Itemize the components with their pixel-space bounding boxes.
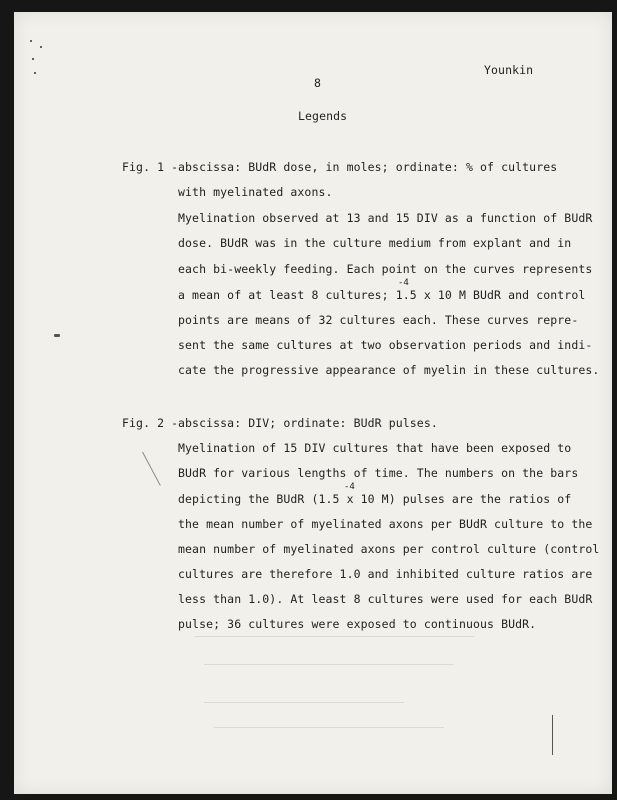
speck-mark [32,58,34,60]
document-page [14,12,612,794]
legend-line: BUdR for various lengths of time. The numbers on the bars [178,466,579,480]
speck-mark [54,334,60,337]
speck-mark [34,72,36,74]
page-number: 8 [314,76,322,90]
edge-mark [552,715,553,755]
bleed-through-line [204,664,454,665]
legend-line: depicting the BUdR (1.5 x 10 M) pulses are the ratios of [178,492,572,506]
bleed-through-line [194,636,474,637]
axes-description: abscissa: DIV; ordinate: BUdR pulses. [178,416,438,430]
legend-line: pulse; 36 cultures were exposed to continuous BUdR. [178,617,537,631]
figure-label: Fig. 1 - [122,160,179,174]
legend-line: dose. BUdR was in the culture medium from explant and in [178,236,572,250]
legend-line: Myelination of 15 DIV cultures that have been exposed to [178,441,572,455]
legend-line: the mean number of myelinated axons per BUdR culture to the [178,517,593,531]
legend-line: sent the same cultures at two observation periods and indi- [178,338,593,352]
exponent: -4 [398,278,409,288]
figure-label: Fig. 2 - [122,416,179,430]
author-name: Younkin [484,63,534,77]
legend-line: points are means of 32 cultures each. These curves repre- [178,313,579,327]
bleed-through-line [204,702,404,703]
exponent: -4 [344,482,355,492]
pencil-mark [142,452,161,486]
legend-line: cultures are therefore 1.0 and inhibited culture ratios are [178,567,593,581]
axes-description-cont: with myelinated axons. [178,185,333,199]
legend-line: cate the progressive appearance of myelin in these cultures. [178,363,600,377]
speck-mark [30,40,32,42]
legend-line: mean number of myelinated axons per control culture (control [178,542,600,556]
legend-line: less than 1.0). At least 8 cultures were used for each BUdR [178,592,593,606]
speck-mark [40,46,42,48]
axes-description: abscissa: BUdR dose, in moles; ordinate: % of cultures [178,160,558,174]
legends-heading: Legends [298,109,348,123]
legend-line: a mean of at least 8 cultures; 1.5 x 10 M BUdR and control [178,288,586,302]
bleed-through-line [214,727,444,728]
legend-line: each bi-weekly feeding. Each point on the curves represents [178,262,593,276]
legend-line: Myelination observed at 13 and 15 DIV as a function of BUdR [178,211,593,225]
